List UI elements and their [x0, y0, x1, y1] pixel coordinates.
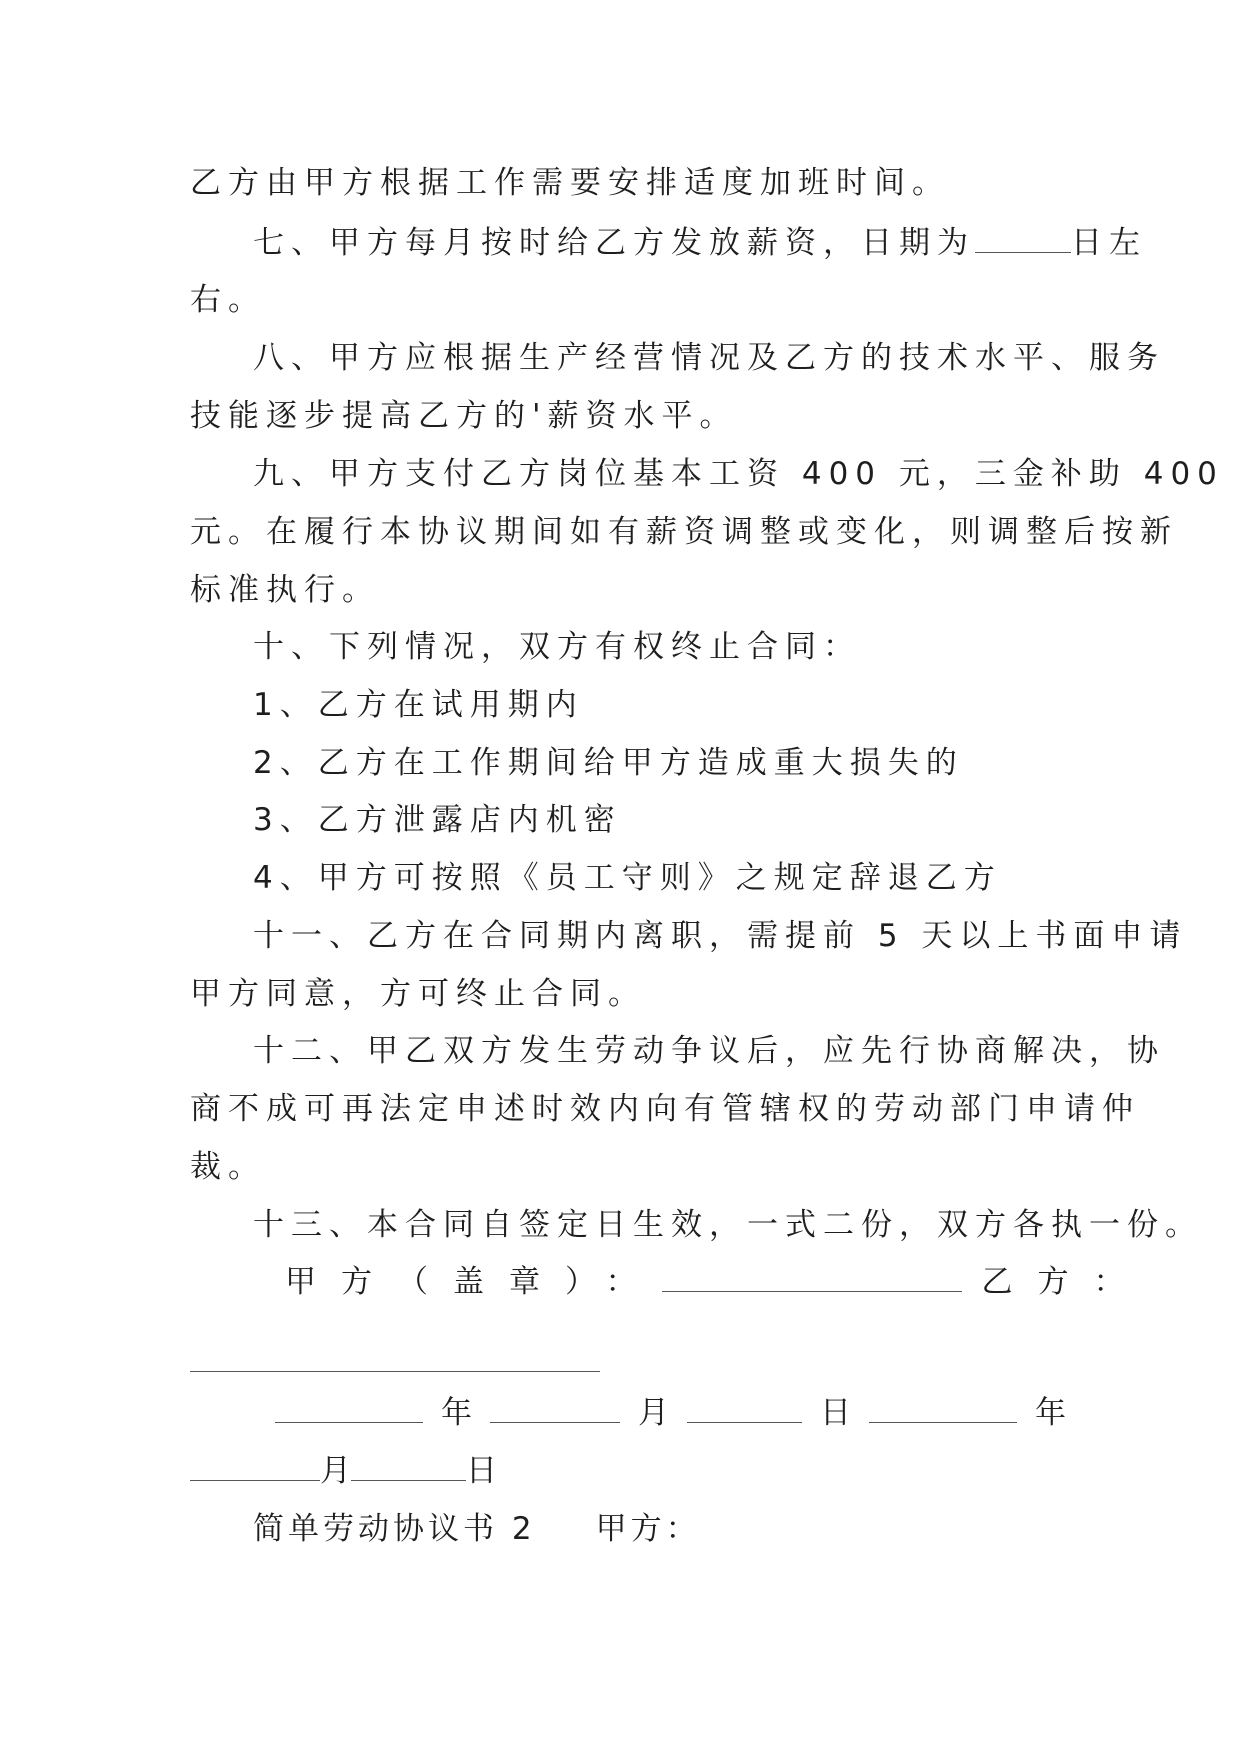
day-label: 日	[820, 1395, 851, 1431]
paragraph-line: 十、下列情况，双方有权终止合同：	[253, 629, 861, 665]
month-field	[190, 1454, 320, 1481]
paragraph-line: 元。在履行本协议期间如有薪资调整或变化，则调整后按新	[190, 514, 1178, 550]
party-a-seal-label: 甲方（盖章）：	[285, 1264, 662, 1300]
month-label: 月	[638, 1395, 669, 1431]
paragraph-line	[253, 223, 1147, 263]
clause-text: 日左	[1071, 225, 1147, 261]
year-field	[869, 1396, 1017, 1423]
paragraph-line: 右。	[190, 282, 266, 318]
paragraph-line: 技能逐步提高乙方的'薪资水平。	[190, 398, 738, 434]
year-field	[275, 1396, 423, 1423]
party-b-label: 乙方：	[981, 1264, 1150, 1300]
day-label: 日	[466, 1453, 497, 1489]
paragraph-line: 商不成可再法定申述时效内向有管辖权的劳动部门申请仲	[190, 1091, 1140, 1127]
blank-field	[975, 226, 1071, 253]
paragraph-line: 标准执行。	[190, 572, 380, 608]
paragraph-line: 甲方同意，方可终止合同。	[190, 976, 646, 1012]
year-label: 年	[441, 1395, 472, 1431]
list-item: 4、甲方可按照《员工守则》之规定辞退乙方	[253, 860, 1002, 896]
list-item: 3、乙方泄露店内机密	[253, 802, 622, 838]
month-label: 月	[320, 1453, 351, 1489]
date-line	[275, 1393, 1066, 1433]
signature-line	[285, 1262, 1150, 1302]
party-b-signature-field	[190, 1371, 600, 1372]
party-a-label: 甲方：	[595, 1511, 701, 1547]
date-line-continued	[190, 1451, 497, 1491]
next-document-heading	[253, 1509, 701, 1549]
paragraph-line: 八、甲方应根据生产经营情况及乙方的技术水平、服务	[253, 340, 1165, 376]
month-field	[490, 1396, 620, 1423]
document-title: 简单劳动协议书 2	[253, 1511, 536, 1547]
paragraph-line: 十二、甲乙双方发生劳动争议后，应先行协商解决，协	[253, 1033, 1165, 1069]
paragraph-line: 十一、乙方在合同期内离职，需提前 5 天以上书面申请	[253, 918, 1188, 954]
day-field	[687, 1396, 802, 1423]
list-item: 2、乙方在工作期间给甲方造成重大损失的	[253, 745, 964, 781]
paragraph-line: 九、甲方支付乙方岗位基本工资 400 元，三金补助 400	[253, 456, 1224, 492]
clause-text: 七、甲方每月按时给乙方发放薪资，日期为	[253, 225, 975, 261]
paragraph-line: 乙方由甲方根据工作需要安排适度加班时间。	[190, 165, 950, 201]
day-field	[351, 1454, 466, 1481]
party-a-signature-field	[662, 1265, 962, 1292]
paragraph-line: 裁。	[190, 1149, 266, 1185]
paragraph-line: 十三、本合同自签定日生效，一式二份，双方各执一份。	[253, 1207, 1203, 1243]
year-label: 年	[1035, 1395, 1066, 1431]
list-item: 1、乙方在试用期内	[253, 687, 584, 723]
